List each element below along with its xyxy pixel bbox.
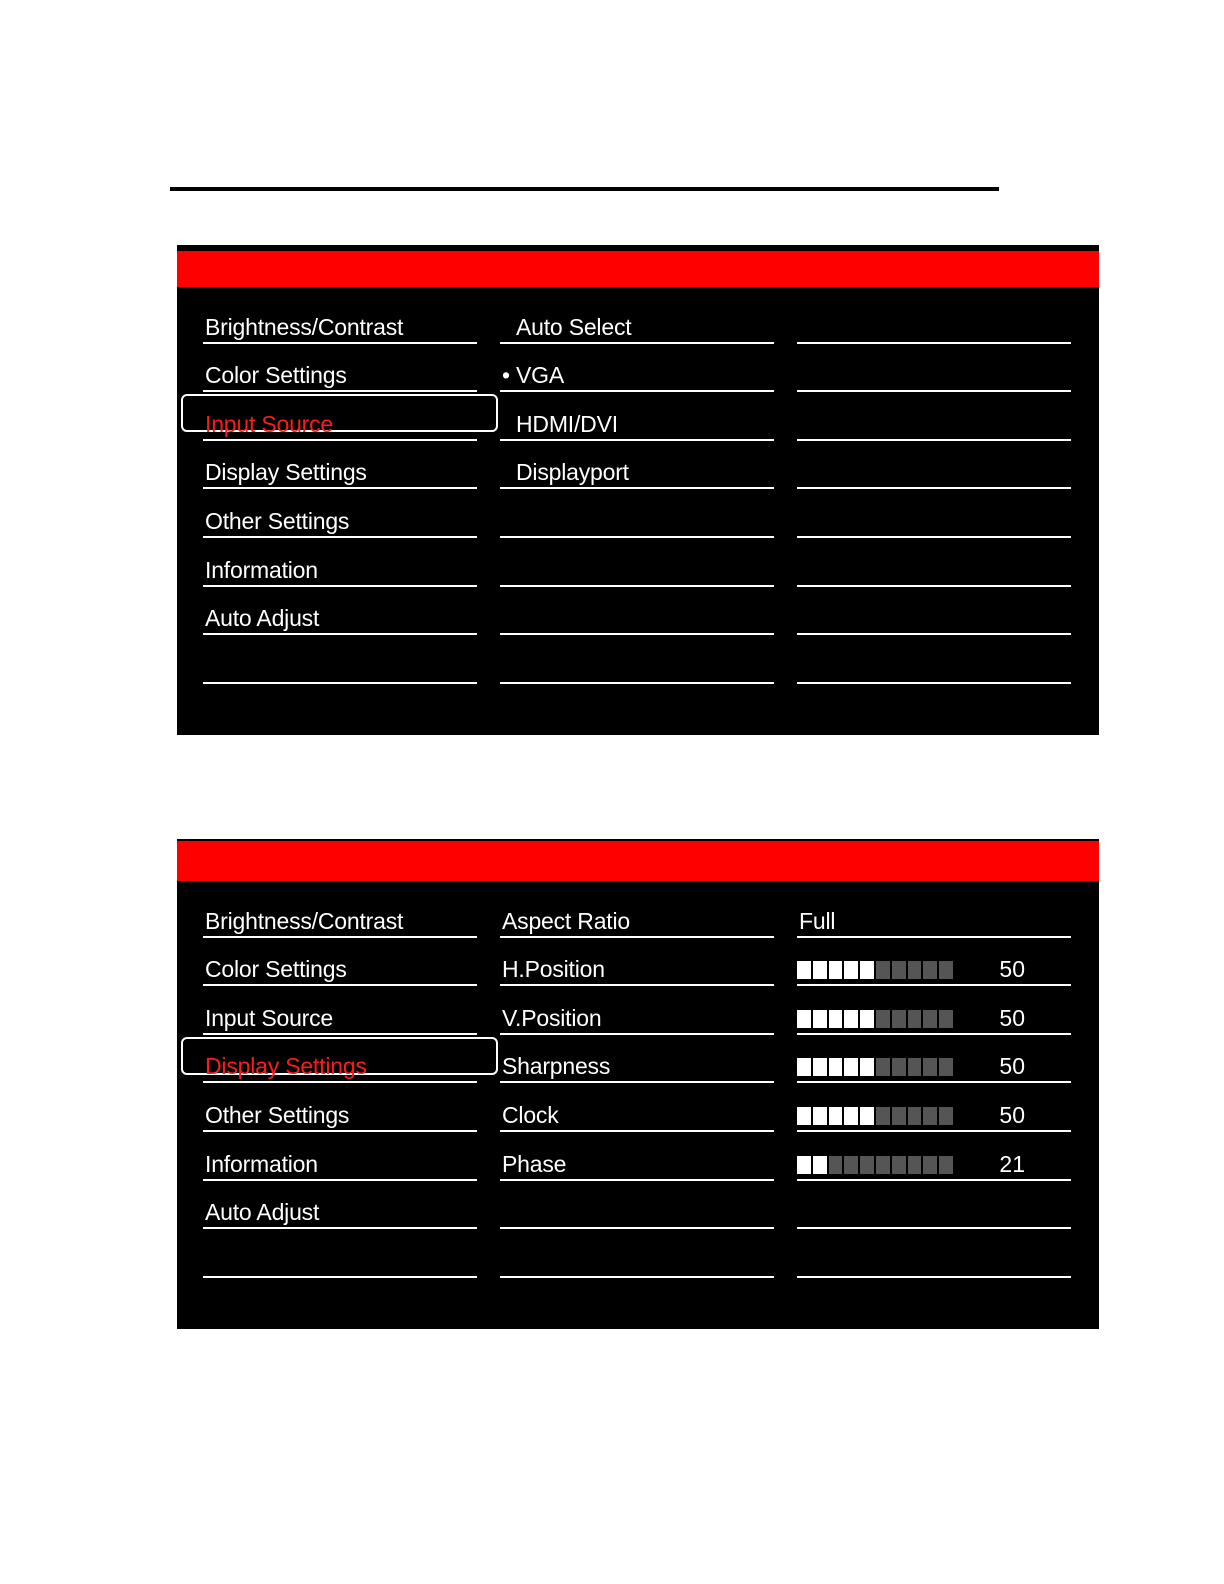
slider-segment	[923, 961, 937, 979]
slider-segment	[939, 1156, 953, 1174]
menu-item-information[interactable]	[203, 1132, 477, 1181]
setting-h-position[interactable]	[500, 938, 774, 987]
menu-item-label: Color Settings	[205, 956, 347, 983]
slider-segment	[829, 1156, 843, 1174]
slider-value: 21	[999, 1150, 1025, 1177]
main-menu	[203, 889, 477, 1278]
slider-segment	[876, 1010, 890, 1028]
option-auto-select[interactable]	[500, 295, 774, 344]
slider-value: 50	[999, 1053, 1025, 1080]
setting-clock[interactable]	[500, 1083, 774, 1132]
sharpness-slider[interactable]	[797, 1058, 953, 1076]
empty-row	[500, 538, 774, 587]
aspect-ratio-value: Full	[799, 907, 836, 934]
slider-segment	[797, 1010, 811, 1028]
empty-row	[797, 1181, 1071, 1230]
sub-menu	[500, 295, 774, 684]
setting-aspect-ratio[interactable]	[500, 889, 774, 938]
v-position-slider[interactable]	[797, 1010, 953, 1028]
osd-input-source	[177, 245, 1099, 739]
slider-segment	[860, 1058, 874, 1076]
option-label: Displayport	[516, 459, 629, 486]
empty-row	[500, 1229, 774, 1278]
slider-segment	[860, 1156, 874, 1174]
slider-segment	[844, 1107, 858, 1125]
slider-segment	[844, 1156, 858, 1174]
slider-segment	[892, 961, 906, 979]
menu-item-label: Color Settings	[205, 362, 347, 389]
empty-row	[797, 295, 1071, 344]
slider-segment	[844, 1058, 858, 1076]
main-menu	[203, 295, 477, 684]
setting-label: V.Position	[502, 1004, 602, 1031]
phase-slider[interactable]	[797, 1156, 953, 1174]
menu-item-information[interactable]	[203, 538, 477, 587]
empty-row	[797, 392, 1071, 441]
menu-item-auto-adjust[interactable]	[203, 1181, 477, 1230]
slider-segment	[813, 1107, 827, 1125]
slider-segment	[829, 1010, 843, 1028]
menu-item-label: Brightness/Contrast	[205, 313, 404, 340]
setting-label: Phase	[502, 1150, 567, 1177]
menu-item-label: Auto Adjust	[205, 605, 320, 632]
empty-row	[797, 489, 1071, 538]
setting-sharpness[interactable]	[500, 1035, 774, 1084]
setting-label: H.Position	[502, 956, 605, 983]
empty-row	[797, 441, 1071, 490]
osd-display-settings	[177, 839, 1099, 1333]
slider-segment	[829, 1107, 843, 1125]
slider-value: 50	[999, 1004, 1025, 1031]
slider-row[interactable]	[797, 938, 1071, 987]
slider-segment	[923, 1010, 937, 1028]
setting-label: Aspect Ratio	[502, 907, 630, 934]
slider-segment	[892, 1107, 906, 1125]
slider-segment	[939, 1058, 953, 1076]
slider-segment	[908, 1010, 922, 1028]
osd-header-bar	[177, 251, 1099, 287]
menu-item-input-source[interactable]	[203, 392, 477, 441]
menu-item-label: Other Settings	[205, 507, 350, 534]
page-rule	[170, 187, 999, 191]
menu-item-display-settings[interactable]	[203, 441, 477, 490]
setting-v-position[interactable]	[500, 986, 774, 1035]
empty-row	[797, 538, 1071, 587]
slider-segment	[939, 1107, 953, 1125]
clock-slider[interactable]	[797, 1107, 953, 1125]
empty-row	[797, 344, 1071, 393]
empty-row	[500, 635, 774, 684]
option-label: HDMI/DVI	[516, 410, 618, 437]
option-label: • VGA	[502, 362, 565, 389]
menu-item-label: Auto Adjust	[205, 1199, 320, 1226]
osd-header-bar	[177, 841, 1099, 881]
sub-menu	[500, 889, 774, 1278]
slider-row[interactable]	[797, 1083, 1071, 1132]
slider-segment	[813, 961, 827, 979]
slider-segment	[923, 1156, 937, 1174]
slider-segment	[813, 1058, 827, 1076]
option-label: Auto Select	[516, 313, 632, 340]
empty-row	[797, 1229, 1071, 1278]
empty-row	[500, 489, 774, 538]
setting-phase[interactable]	[500, 1132, 774, 1181]
menu-item-label: Brightness/Contrast	[205, 907, 404, 934]
slider-segment	[797, 1156, 811, 1174]
slider-segment	[923, 1058, 937, 1076]
slider-segment	[892, 1058, 906, 1076]
menu-item-other-settings[interactable]	[203, 489, 477, 538]
menu-item-label: Input Source	[205, 1004, 334, 1031]
slider-segment	[813, 1156, 827, 1174]
slider-segment	[829, 961, 843, 979]
menu-item-label: Information	[205, 556, 318, 583]
menu-item-brightness-contrast[interactable]	[203, 889, 477, 938]
menu-item-label: Display Settings	[205, 1053, 367, 1080]
menu-item-label: Other Settings	[205, 1101, 350, 1128]
menu-item-display-settings[interactable]	[203, 1035, 477, 1084]
slider-segment	[876, 1156, 890, 1174]
slider-segment	[829, 1058, 843, 1076]
value-column	[797, 295, 1071, 684]
slider-segment	[923, 1107, 937, 1125]
value-column	[797, 889, 1071, 1278]
slider-segment	[908, 1058, 922, 1076]
menu-item-label: Information	[205, 1150, 318, 1177]
slider-segment	[844, 961, 858, 979]
slider-segment	[908, 1156, 922, 1174]
slider-segment	[939, 961, 953, 979]
slider-segment	[860, 1010, 874, 1028]
empty-row	[500, 1181, 774, 1230]
slider-row[interactable]	[797, 1035, 1071, 1084]
menu-item-brightness-contrast[interactable]	[203, 295, 477, 344]
menu-item-label: Input Source	[205, 410, 334, 437]
slider-segment	[908, 1107, 922, 1125]
slider-segment	[844, 1010, 858, 1028]
slider-segment	[892, 1010, 906, 1028]
slider-row[interactable]	[797, 1132, 1071, 1181]
h-position-slider[interactable]	[797, 961, 953, 979]
empty-row	[797, 635, 1071, 684]
menu-item-color-settings[interactable]	[203, 344, 477, 393]
slider-segment	[813, 1010, 827, 1028]
menu-item-other-settings[interactable]	[203, 1083, 477, 1132]
setting-label: Clock	[502, 1101, 559, 1128]
aspect-ratio-value-row[interactable]	[797, 889, 1071, 938]
slider-segment	[797, 1058, 811, 1076]
slider-segment	[908, 961, 922, 979]
slider-segment	[797, 1107, 811, 1125]
menu-item-empty	[203, 635, 477, 684]
menu-item-label: Display Settings	[205, 459, 367, 486]
setting-label: Sharpness	[502, 1053, 611, 1080]
menu-item-auto-adjust[interactable]	[203, 587, 477, 636]
slider-value: 50	[999, 1101, 1025, 1128]
osd-bottom-line	[177, 735, 1099, 739]
slider-segment	[876, 961, 890, 979]
slider-value: 50	[999, 956, 1025, 983]
menu-item-empty	[203, 1229, 477, 1278]
slider-segment	[860, 1107, 874, 1125]
option-hdmi-dvi[interactable]	[500, 392, 774, 441]
slider-segment	[860, 961, 874, 979]
option-displayport[interactable]	[500, 441, 774, 490]
slider-segment	[797, 961, 811, 979]
empty-row	[500, 587, 774, 636]
empty-row	[797, 587, 1071, 636]
osd-bottom-line	[177, 1329, 1099, 1333]
option-vga[interactable]	[500, 344, 774, 393]
slider-row[interactable]	[797, 986, 1071, 1035]
slider-segment	[939, 1010, 953, 1028]
menu-item-color-settings[interactable]	[203, 938, 477, 987]
slider-segment	[876, 1058, 890, 1076]
slider-segment	[892, 1156, 906, 1174]
menu-item-input-source[interactable]	[203, 986, 477, 1035]
slider-segment	[876, 1107, 890, 1125]
